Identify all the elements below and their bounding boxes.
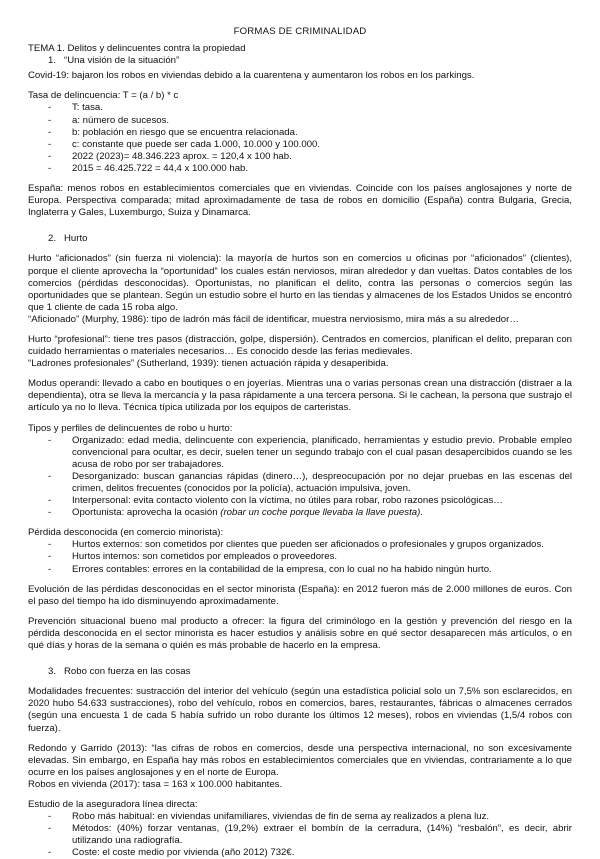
redondo-garrido-paragraph: Redondo y Garrido (2013): “las cifras de robos en comercios, desde una perspectiva internacional, no son excesivamente elevadas. Sin embargo, en España hay más robos en establecimientos comerciales que en viviendas, contrariamente a lo que ocurre en los países anglosajones y en el norte de Europa.: [28, 742, 572, 778]
list-item: - 2022 (2023)= 48.346.223 aprox. = 120,4 x 100 hab.: [48, 151, 572, 163]
estudio-heading: Estudio de la aseguradora línea directa:: [28, 798, 198, 810]
prevencion-paragraph: Prevención situacional bueno mal producto a ofrecer: la figura del criminólogo en la gestión y prevención del riesgo en la pérdida desconocida en el sector minorista es hacer estudios y análisis sobre en qué sector desaparecen más artículos, o en qué días y horas de la semana o quién es más probable de hacerlo en la empresa.: [28, 615, 572, 652]
list-item: - Interpersonal: evita contacto violento con la víctima, no útiles para robar, robo razones psicológicas…: [48, 495, 572, 507]
list-item: - a: número de sucesos.: [48, 115, 572, 127]
evolucion-paragraph: Evolución de las pérdidas desconocidas en el sector minorista (España): en 2012 fueron más de 2.000 millones de euros. Con el paso del tiempo ha ido disminuyendo aproximadamente.: [28, 583, 572, 607]
section-title: Robo con fuerza en las cosas: [64, 666, 191, 678]
section-number: 1.: [48, 55, 57, 67]
section-title: “Una visión de la situación”: [64, 55, 180, 67]
tasa-list: [28, 102, 572, 175]
murphy-paragraph: “Aficionado” (Murphy, 1986): tipo de ladrón más fácil de identificar, muestra nerviosismo, mira más a su alrededor…: [28, 313, 519, 325]
section-2-heading: [28, 233, 572, 245]
modalidades-paragraph: Modalidades frecuentes: sustracción del interior del vehículo (según una estadística policial solo un 7,5% son esclarecidos, en 2020 hubo 54.633 sustracciones), robo del vehículo, robos en comercios, bares, restaurantes, fábricas o almacenes cerrados (según una encuesta 1 de cada 5 había sufrido un robo durante los últimos 12 meses), robos en viviendas (1,5/4 robos con fuerza).: [28, 686, 572, 734]
oportunista-example: (robar un coche porque llevaba la llave puesta): [220, 507, 421, 519]
list-item: - 2015 = 46.425.722 = 44,4 x 100.000 hab.: [48, 163, 572, 175]
tipos-heading: Tipos y perfiles de delincuentes de robo u hurto:: [28, 422, 233, 434]
list-item: - Hurtos internos: son cometidos por empleados o proveedores.: [48, 551, 572, 563]
robos-vivienda-paragraph: Robos en vivienda (2017): tasa = 163 x 100.000 habitantes.: [28, 778, 283, 790]
tasa-formula: Tasa de delincuencia: T = (a / b) * c: [28, 90, 179, 102]
hurto-aficionados-paragraph: Hurto “aficionados” (sin fuerza ni violencia): la mayoría de hurtos son en comercios u oficinas por “aficionados” (clientes), porque el cliente aprovecha la “oportunidad” los cuales están nerviosos, miran alrededor y dan vueltas. Datos contables de los comercios (pérdidas desconocidas). Oportunistas, no planifican el delito, contra las personas o comercios según las oportunidades que se plantean. Según un estudio sobre el hurto en las tiendas y almacenes de los Estados Unidos se encontró que 1 cliente de cada 15 roba algo.: [28, 253, 572, 313]
section-title: Hurto: [64, 233, 88, 245]
tipos-list: [28, 435, 572, 520]
section-3-heading: [28, 666, 572, 678]
section-number: 2.: [48, 233, 57, 245]
covid-paragraph: Covid-19: bajaron los robos en viviendas debido a la cuarentena y aumentaron los robos en los parkings.: [28, 70, 475, 82]
list-item: - Métodos: (40%) forzar ventanas, (19,2%) extraer el bombín de la cerradura, (14%) “resbalón”, es decir, abrir utilizando una radiografía.: [48, 823, 572, 847]
list-item: - c: constante que puede ser cada 1.000, 10.000 y 100.000.: [48, 139, 572, 151]
list-item: - Coste: el coste medio por vivienda (año 2012) 732€.: [48, 847, 572, 859]
perdida-heading: Pérdida desconocida (en comercio minorista):: [28, 527, 224, 539]
section-1-heading: [28, 55, 572, 67]
list-item: - Desorganizado: buscan ganancias rápidas (dinero…), despreocupación por no dejar pruebas en las escenas del crimen, delitos frecuentes (conocidos por la policía), actuación impulsiva, joven.: [48, 471, 572, 495]
list-item: - Errores contables: errores en la contabilidad de la empresa, con lo cual no ha habido ningún hurto.: [48, 564, 572, 576]
espana-paragraph: España: menos robos en establecimientos comerciales que en viviendas. Coincide con los países anglosajones y norte de Europa. Perspectiva comparada; mitad aproximadamente de tasa de robos en domicilio (España) contra Bulgaria, Grecia, Inglaterra y Gales, Luxemburgo, Suiza y Dinamarca.: [28, 183, 572, 219]
list-item: - Robo más habitual: en viviendas unifamiliares, viviendas de fin de sema ay realizados a plena luz.: [48, 811, 572, 823]
tema-heading: TEMA 1. Delitos y delincuentes contra la propiedad: [28, 43, 246, 55]
modus-operandi-paragraph: Modus operandi: llevado a cabo en boutiques o en joyerías. Mientras una o varias personas crean una distracción (distraer a la dependienta), otra se lleva la mercancía y la pasa rápidamente a una tercera persona. Si le cachean, la persona que sustrajo el artículo ya no lo lleva. Técnica típica utilizada por los equipos de carteristas.: [28, 378, 572, 414]
perdida-list: [28, 539, 572, 575]
oportunista-end: .: [420, 507, 423, 519]
list-item: - Organizado: edad media, delincuente con experiencia, planificado, herramientas y estudio previo. Probable empleo convencional para ocultar, es decir, suelen tener un segundo trabajo con el cual pasan desapercibidos cuando se les acusa de robo por ser trabajadores.: [48, 435, 572, 471]
sutherland-paragraph: “Ladrones profesionales” (Sutherland, 1939): tienen actuación rápida y desaperibida.: [28, 358, 389, 370]
oportunista-text: Oportunista: aprovecha la ocasión: [72, 507, 221, 519]
list-item: - b: población en riesgo que se encuentra relacionada.: [48, 127, 572, 139]
estudio-list: [28, 811, 572, 859]
list-item: - Hurtos externos: son cometidos por clientes que pueden ser aficionados o profesionales y grupos organizados.: [48, 539, 572, 551]
document-title: FORMAS DE CRIMINALIDAD: [233, 26, 367, 37]
list-item: [48, 507, 572, 519]
section-number: 3.: [48, 666, 57, 678]
hurto-profesional-paragraph: Hurto “profesional”: tiene tres pasos (distracción, golpe, dispersión). Centrados en comercios, planifican el delito, preparan con cuidado herramientas o materiales necesarios… Es conocido desde las ferias medievales.: [28, 333, 572, 358]
list-item: - T: tasa.: [48, 102, 572, 114]
